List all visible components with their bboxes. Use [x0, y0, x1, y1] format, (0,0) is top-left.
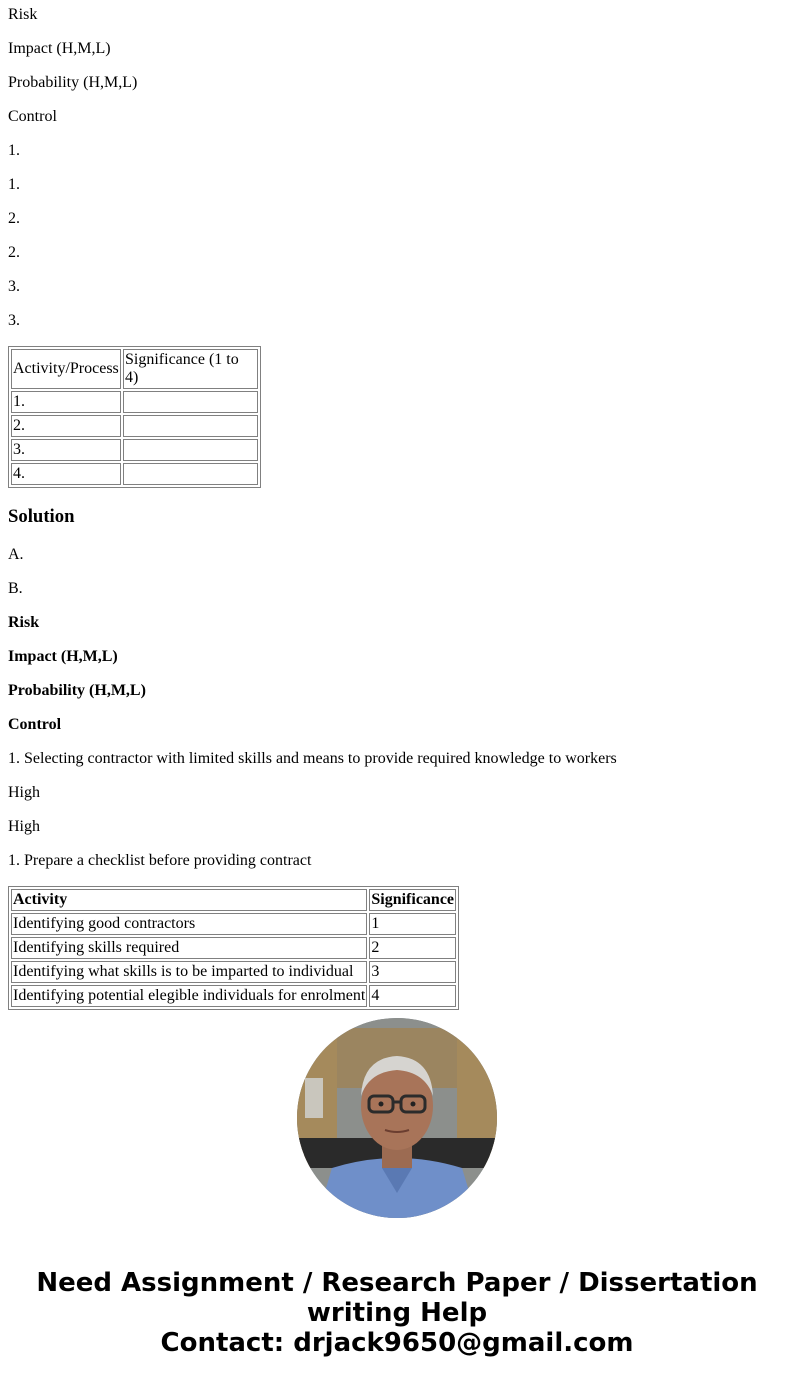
- activity-significance-solution-table: [8, 886, 459, 1010]
- table-cell: Identifying skills required: [11, 937, 367, 959]
- table-header-cell: Significance: [369, 889, 456, 911]
- table-cell: [123, 391, 258, 413]
- solution-header-risk: Risk: [8, 614, 40, 631]
- table-row: [11, 985, 456, 1007]
- table-cell: 2: [369, 937, 456, 959]
- solution-header-control: Control: [8, 716, 62, 733]
- template-row-label: 1.: [8, 142, 20, 159]
- table-cell: [123, 415, 258, 437]
- solution-header-impact: Impact (H,M,L): [8, 648, 118, 665]
- banner-line: writing Help: [306, 1298, 488, 1328]
- table-cell: 1: [369, 913, 456, 935]
- table-row: [11, 463, 258, 485]
- table-cell: [123, 463, 258, 485]
- table-cell: Identifying good contractors: [11, 913, 367, 935]
- template-row-label: 3.: [8, 278, 20, 295]
- template-row-label: 1.: [8, 176, 20, 193]
- template-header-risk: Risk: [8, 6, 38, 23]
- table-cell: 1.: [11, 391, 121, 413]
- table-header-cell: Activity/Process: [11, 349, 121, 389]
- table-cell: 4: [369, 985, 456, 1007]
- table-row: [11, 391, 258, 413]
- solution-impact-value: High: [8, 784, 40, 801]
- table-cell: 3: [369, 961, 456, 983]
- template-row-label: 3.: [8, 312, 20, 329]
- solution-part-label: A.: [8, 546, 24, 563]
- document-body: [0, 6, 794, 1010]
- template-header-impact: Impact (H,M,L): [8, 40, 111, 57]
- template-header-probability: Probability (H,M,L): [8, 74, 138, 91]
- table-cell: [123, 439, 258, 461]
- solution-risk-text: 1. Selecting contractor with limited skills and means to provide required knowledge to workers: [8, 750, 617, 767]
- table-cell: 4.: [11, 463, 121, 485]
- table-row: [11, 937, 456, 959]
- contact-banner: [0, 1268, 794, 1358]
- template-row-label: 2.: [8, 210, 20, 227]
- table-cell: 3.: [11, 439, 121, 461]
- table-row: [11, 415, 258, 437]
- template-header-control: Control: [8, 108, 57, 125]
- author-portrait-image: [297, 1018, 497, 1218]
- solution-header-probability: Probability (H,M,L): [8, 682, 146, 699]
- table-cell: Identifying what skills is to be imparted to individual: [11, 961, 367, 983]
- template-row-label: 2.: [8, 244, 20, 261]
- solution-control-text: 1. Prepare a checklist before providing contract: [8, 852, 312, 869]
- table-row: [11, 439, 258, 461]
- solution-probability-value: High: [8, 818, 40, 835]
- activity-significance-template-table: [8, 346, 261, 488]
- table-header-cell: Activity: [11, 889, 367, 911]
- contact-email: Contact: drjack9650@gmail.com: [160, 1328, 634, 1358]
- table-row: [11, 961, 456, 983]
- table-header-row: [11, 889, 456, 911]
- table-header-row: [11, 349, 258, 389]
- solution-part-label: B.: [8, 580, 23, 597]
- solution-heading: Solution: [8, 506, 75, 527]
- table-header-cell: Significance (1 to 4): [123, 349, 258, 389]
- banner-line: Need Assignment / Research Paper / Dissertation: [36, 1268, 758, 1298]
- table-row: [11, 913, 456, 935]
- table-cell: Identifying potential elegible individuals for enrolment: [11, 985, 367, 1007]
- table-cell: 2.: [11, 415, 121, 437]
- author-avatar: [297, 1018, 497, 1218]
